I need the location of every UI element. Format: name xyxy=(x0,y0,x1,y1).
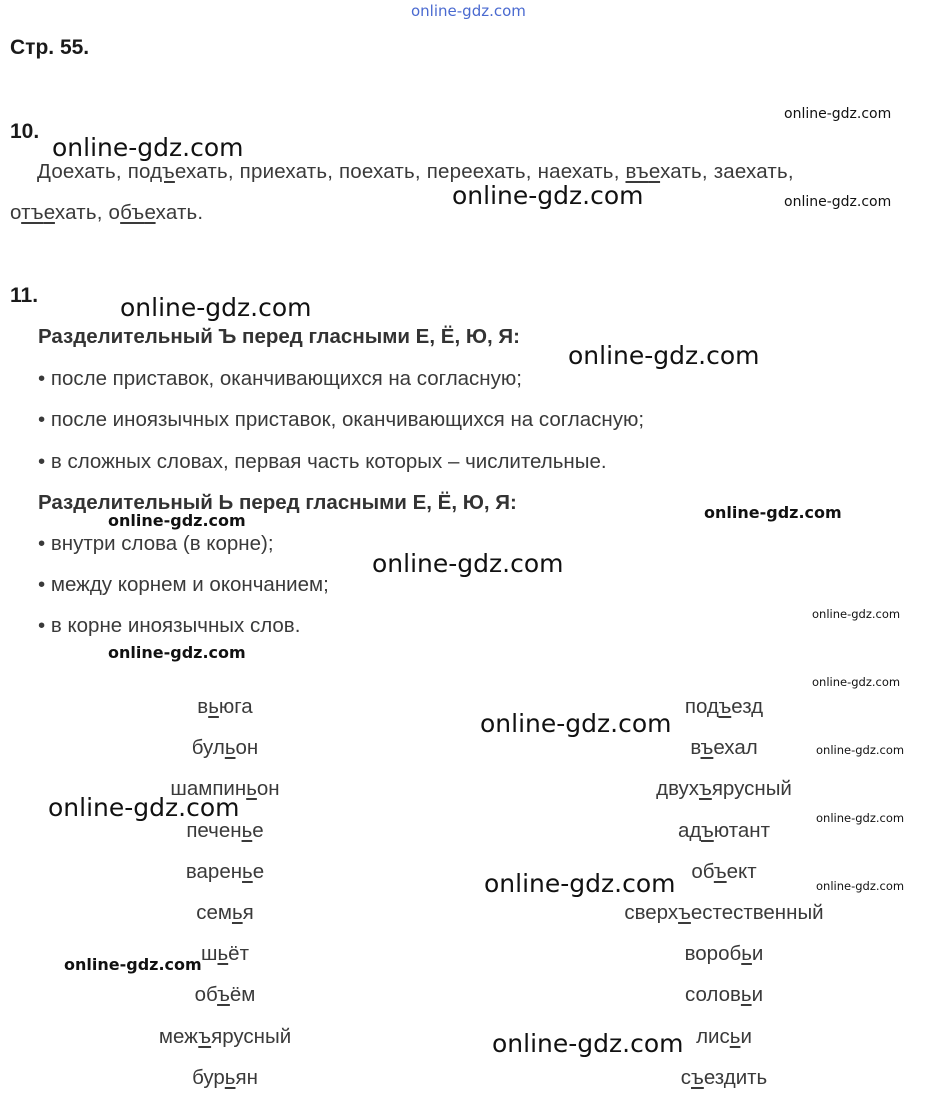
underlined-letter: е xyxy=(648,160,661,183)
underlined-letter: ь xyxy=(729,1024,741,1048)
underlined-letter: ъ xyxy=(691,1065,704,1089)
text-segment: я xyxy=(242,901,254,924)
text-segment: и xyxy=(740,1024,752,1048)
rule-2-title: Разделительный Ь перед гласными Е, Ё, Ю, Я: xyxy=(38,491,517,514)
text-segment: хать. xyxy=(155,201,204,224)
underlined-letter: дъ xyxy=(150,160,175,183)
underlined-letter: ъ xyxy=(217,983,230,1007)
watermark: online-gdz.com xyxy=(812,675,901,689)
watermark: online-gdz.com xyxy=(812,607,901,621)
watermark: online-gdz.com xyxy=(452,181,644,210)
watermark: online-gdz.com xyxy=(372,549,564,578)
underlined-letter: ъ xyxy=(678,901,691,924)
watermark: online-gdz.com xyxy=(48,793,240,822)
watermark: online-gdz.com xyxy=(704,503,842,522)
text-segment: ш xyxy=(201,942,218,966)
underlined-letter: ъ xyxy=(700,736,714,760)
word-item xyxy=(75,983,375,1007)
watermark: online-gdz.com xyxy=(784,106,892,122)
word-item xyxy=(574,942,874,966)
rule-2-item: • внутри слова (в корне); xyxy=(38,532,274,555)
top-watermark: online-gdz.com xyxy=(411,2,526,20)
underlined-letter: е xyxy=(144,201,156,224)
watermark: online-gdz.com xyxy=(108,643,246,662)
text-segment: хать, о xyxy=(54,201,121,224)
text-segment: вороб xyxy=(684,942,742,966)
word-item xyxy=(574,1066,874,1090)
underlined-letter: ь xyxy=(241,818,253,842)
underlined-letter: ъ xyxy=(700,818,714,842)
watermark: online-gdz.com xyxy=(492,1029,684,1058)
task-10-line-2 xyxy=(10,193,203,233)
text-segment: Доехать, по xyxy=(37,160,151,183)
underlined-letter: тъ xyxy=(21,201,44,224)
task-10-number: 10. xyxy=(10,120,40,143)
text-segment: лис xyxy=(696,1024,730,1048)
text-segment: о xyxy=(10,201,22,224)
word-item xyxy=(75,695,375,719)
text-segment: солов xyxy=(684,983,741,1007)
underlined-letter: ъ xyxy=(713,859,727,883)
rule-2-item: • в корне иноязычных слов. xyxy=(38,614,301,637)
text-segment: об xyxy=(691,859,714,883)
word-item xyxy=(574,983,874,1007)
underlined-letter: ъ xyxy=(699,777,712,801)
page-header: Стр. 55. xyxy=(10,36,90,59)
underlined-letter: въ xyxy=(625,160,649,183)
underlined-letter: ь xyxy=(246,777,257,801)
text-segment: меж xyxy=(158,1024,199,1048)
underlined-letter: ь xyxy=(242,859,253,883)
word-item xyxy=(75,1025,375,1049)
text-segment: варен xyxy=(185,859,243,883)
text-segment: сверх xyxy=(624,901,679,924)
text-segment: естественный xyxy=(690,901,824,924)
watermark: online-gdz.com xyxy=(52,133,244,162)
text-segment: шампин xyxy=(170,777,247,801)
word-item xyxy=(75,901,375,925)
text-segment: ём xyxy=(229,983,256,1007)
watermark: online-gdz.com xyxy=(120,293,312,322)
text-segment: печен xyxy=(186,818,242,842)
text-segment: он xyxy=(235,736,259,760)
watermark: online-gdz.com xyxy=(480,709,672,738)
underlined-letter: ь xyxy=(741,942,752,966)
text-segment: езд xyxy=(731,695,764,718)
watermark: online-gdz.com xyxy=(484,869,676,898)
text-segment: под xyxy=(684,695,719,718)
watermark: online-gdz.com xyxy=(816,879,905,893)
text-segment: ехать, приехать, поехать, переехать, наехать, xyxy=(174,160,626,183)
text-segment: ехал xyxy=(713,736,758,760)
underlined-letter: ь xyxy=(224,736,236,760)
underlined-letter: ь xyxy=(208,695,219,718)
text-segment: е xyxy=(252,818,264,842)
text-segment: сем xyxy=(196,901,232,924)
rule-2-item: • между корнем и окончанием; xyxy=(38,573,329,596)
text-segment: он xyxy=(256,777,280,801)
text-segment: ездить xyxy=(703,1065,768,1089)
watermark: online-gdz.com xyxy=(568,341,760,370)
text-segment: е xyxy=(252,859,265,883)
watermark: online-gdz.com xyxy=(816,743,905,757)
watermark: online-gdz.com xyxy=(64,955,202,974)
word-item xyxy=(574,901,874,925)
text-segment: юга xyxy=(218,695,253,718)
text-segment: ютант xyxy=(713,818,770,842)
task-11-number: 11. xyxy=(10,284,39,307)
underlined-letter: ь xyxy=(217,942,229,966)
underlined-letter: ъ xyxy=(198,1024,212,1048)
underlined-letter: ь xyxy=(740,983,752,1007)
text-segment: ярусный xyxy=(711,777,792,801)
text-segment: и xyxy=(751,983,764,1007)
text-segment: и xyxy=(751,942,764,966)
rule-1-item: • в сложных словах, первая часть которых – числительные. xyxy=(38,450,607,473)
underlined-letter: е xyxy=(43,201,55,224)
rule-1-item: • после иноязычных приставок, оканчивающихся на согласную; xyxy=(38,408,645,431)
watermark: online-gdz.com xyxy=(784,194,892,210)
word-item xyxy=(75,819,375,843)
text-segment: ект xyxy=(726,859,757,883)
underlined-letter: ъ xyxy=(718,695,732,718)
text-segment: бул xyxy=(191,736,225,760)
word-item xyxy=(75,1066,375,1090)
text-segment: в xyxy=(690,736,701,760)
text-segment: хать, заехать, xyxy=(660,160,794,183)
word-item xyxy=(574,777,874,801)
rule-1-title: Разделительный Ъ перед гласными Е, Ё, Ю, Я: xyxy=(38,325,520,348)
text-segment: двух xyxy=(656,777,700,801)
text-segment: с xyxy=(680,1065,692,1089)
watermark: online-gdz.com xyxy=(108,511,246,530)
text-segment: ад xyxy=(678,818,701,842)
text-segment: ёт xyxy=(228,942,249,966)
word-item xyxy=(75,736,375,760)
watermark: online-gdz.com xyxy=(816,811,905,825)
text-segment: в xyxy=(197,695,209,718)
text-segment: ярусный xyxy=(211,1024,292,1048)
underlined-letter: ь xyxy=(231,901,243,924)
text-segment: бур xyxy=(192,1065,225,1089)
word-item xyxy=(75,860,375,884)
underlined-letter: бъ xyxy=(120,201,145,224)
text-segment: ян xyxy=(235,1065,258,1089)
rule-1-item: • после приставок, оканчивающихся на согласную; xyxy=(38,367,522,390)
text-segment: об xyxy=(194,983,218,1007)
underlined-letter: ь xyxy=(224,1065,236,1089)
